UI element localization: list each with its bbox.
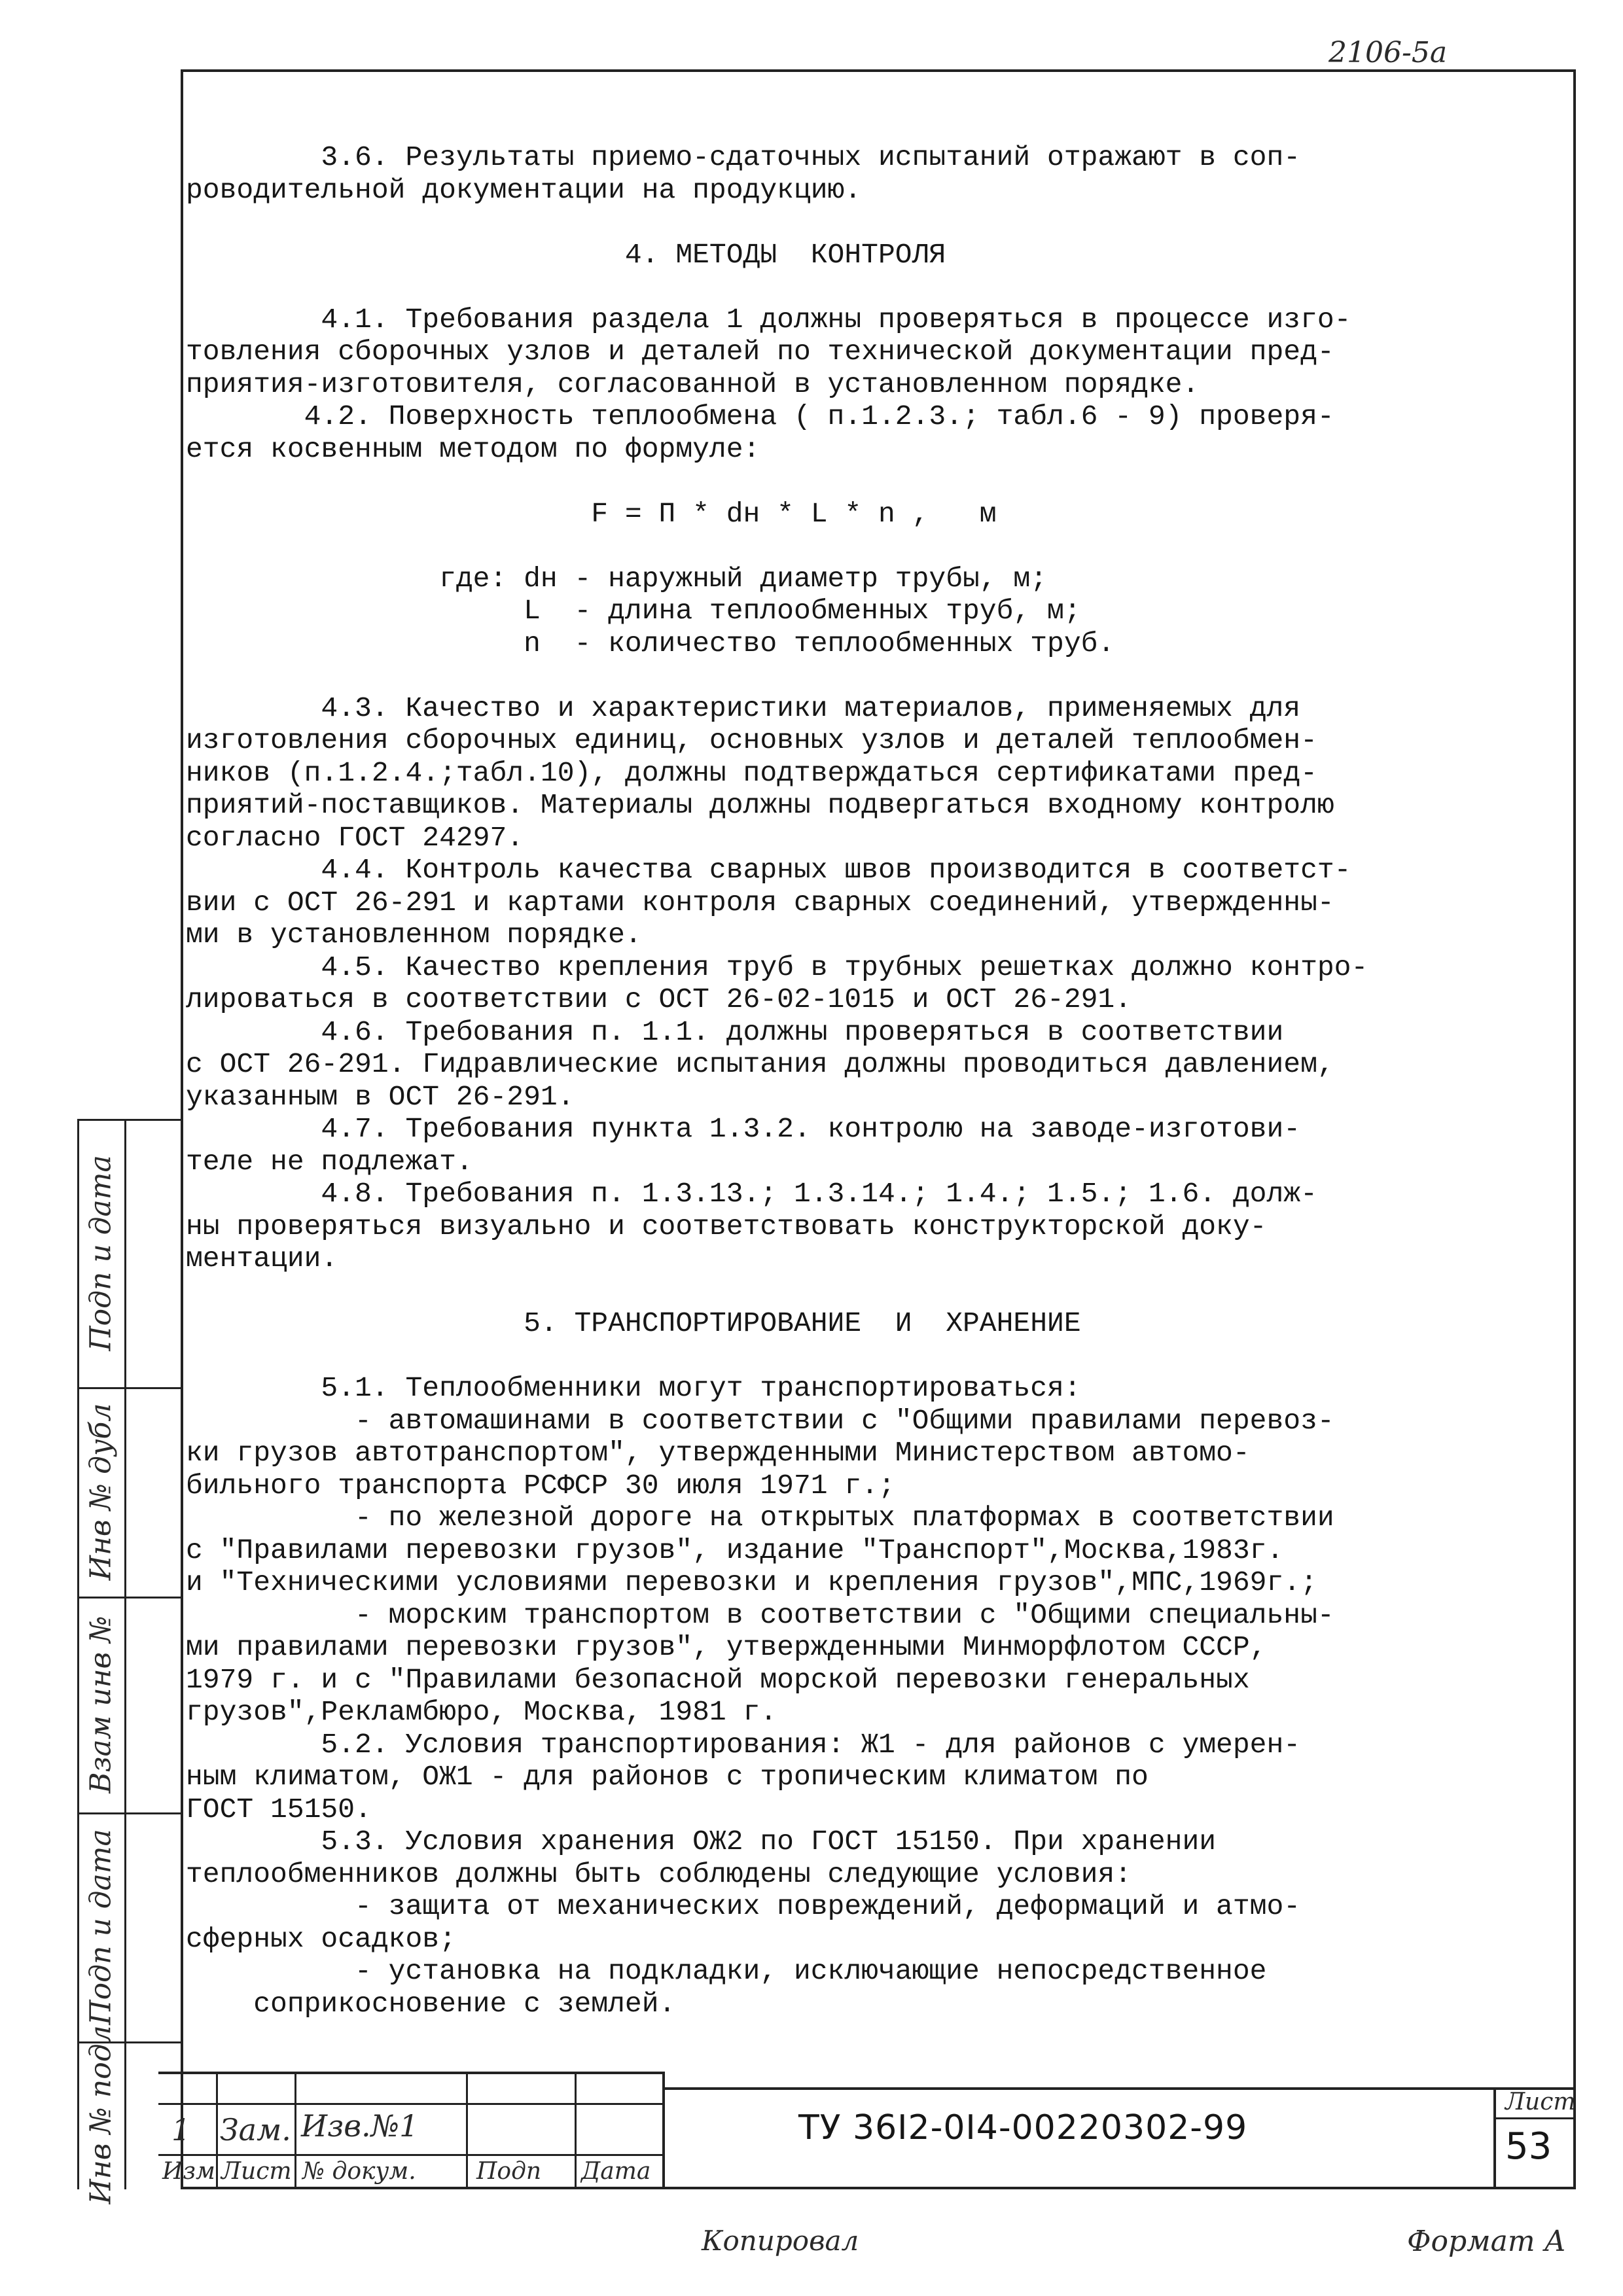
frame-right-border	[1573, 69, 1576, 2189]
margin-label-original-inv: Инв № подл	[84, 2025, 118, 2204]
title-block-sheet-divider	[1493, 2087, 1496, 2189]
text-line: - автомашинами в соответствии с "Общими правилами перевоз-	[186, 1404, 1334, 1437]
text-line: ки грузов автотранспортом", утвержденными Министерством автомо-	[186, 1437, 1250, 1469]
change-number: 1	[171, 2112, 191, 2147]
text-line: - защита от механических повреждений, деформаций и атмо-	[186, 1890, 1301, 1922]
text-line: 4.5. Качество крепления труб в трубных решетках должно контро-	[186, 951, 1368, 983]
document-body	[186, 141, 1573, 2020]
text-line: и "Техническими условиями перевозки и крепления грузов",МПС,1969г.;	[186, 1566, 1317, 1598]
margin-stamp-divider	[77, 1597, 181, 1598]
text-line: грузов",Рекламбюро, Москва, 1981 г.	[186, 1696, 777, 1728]
frame-left-border	[181, 69, 183, 2189]
text-line: 5.1. Теплообменники могут транспортироваться:	[186, 1372, 1081, 1404]
text-line: 3.6. Результаты приемо-сдаточных испытаний отражают в соп-	[186, 141, 1301, 173]
frame-top-border	[181, 69, 1576, 72]
sheet-number: 53	[1505, 2125, 1552, 2168]
text-line	[186, 206, 1573, 239]
formula: F = П * dн * L * n , м	[186, 497, 997, 530]
text-line: 1979 г. и с "Правилами безопасной морской перевозки генеральных	[186, 1663, 1250, 1696]
text-line: лироваться в соответствии с ОСТ 26-02-1015 и ОСТ 26-291.	[186, 983, 1132, 1016]
title-block-row-line	[158, 2154, 662, 2156]
text-line: - морским транспортом в соответствии с "Общими специальны-	[186, 1598, 1334, 1631]
corner-handwritten-note: 2106-5a	[1329, 36, 1448, 69]
text-line: - установка на подкладки, исключающие непосредственное	[186, 1955, 1267, 1987]
margin-label-signature-date: Подп и дата	[84, 1155, 118, 1351]
change-document: Изв.№1	[301, 2108, 419, 2144]
title-block-right-top-border	[662, 2087, 1576, 2090]
text-line: ГОСТ 15150.	[186, 1793, 372, 1826]
title-block-column-line	[294, 2072, 296, 2189]
formula-legend: L - длина теплообменных труб, м;	[186, 595, 1081, 627]
text-line: - по железной дороге на открытых платформах в соответствии	[186, 1502, 1334, 1534]
copied-caption: Копировал	[702, 2225, 859, 2257]
text-line: 5.3. Условия хранения ОЖ2 по ГОСТ 15150. При хранении	[186, 1826, 1217, 1858]
text-line: ется косвенным методом по формуле:	[186, 433, 760, 465]
text-line: приятия-изготовителя, согласованной в установленном порядке.	[186, 368, 1200, 400]
text-line: вии с ОСТ 26-291 и картами контроля сварных соединений, утвержденны-	[186, 886, 1334, 919]
caption-sheet: Лист	[221, 2158, 292, 2185]
text-line: соприкосновение с землей.	[186, 1987, 676, 2020]
text-line	[186, 1340, 1573, 1373]
caption-change: Изм	[162, 2158, 215, 2185]
text-line: 4.4. Контроль качества сварных швов производится в соответст-	[186, 854, 1351, 886]
text-line: ным климатом, ОЖ1 - для районов с тропическим климатом по	[186, 1761, 1149, 1793]
text-line	[186, 271, 1573, 304]
title-block-sheet-row-line	[1493, 2117, 1576, 2119]
text-line: ны проверяться визуально и соответствовать конструкторской доку-	[186, 1210, 1267, 1243]
text-line: с ОСТ 26-291. Гидравлические испытания должны проводиться давлением,	[186, 1048, 1334, 1080]
title-block-row-line	[158, 2103, 662, 2105]
margin-stamp-inner-line	[124, 1119, 126, 2189]
text-line: теплообменников должны быть соблюдены следующие условия:	[186, 1858, 1132, 1890]
margin-stamp-divider	[77, 1812, 181, 1814]
title-block-column-line	[575, 2072, 577, 2189]
text-line: 5.2. Условия транспортирования: Ж1 - для районов с умерен-	[186, 1728, 1301, 1761]
text-line: 4.3. Качество и характеристики материалов, применяемых для	[186, 692, 1301, 724]
caption-signature: Подп	[476, 2158, 542, 2185]
text-line	[186, 530, 1573, 563]
text-line: ми в установленном порядке.	[186, 919, 642, 951]
text-line: согласно ГОСТ 24297.	[186, 821, 524, 854]
margin-label-signature-date-2: Подп и дата	[84, 1829, 118, 2025]
text-line: теле не подлежат.	[186, 1145, 473, 1178]
text-line: бильного транспорта РСФСР 30 июля 1971 г.;	[186, 1469, 895, 1502]
text-line: 4.6. Требования п. 1.1. должны проверяться в соответствии	[186, 1016, 1284, 1048]
sheet-caption: Лист	[1505, 2089, 1576, 2115]
text-line	[186, 660, 1573, 692]
change-sheet: Зам.	[220, 2112, 291, 2147]
formula-legend: n - количество теплообменных труб.	[186, 627, 1115, 660]
caption-date: Дата	[581, 2158, 651, 2185]
text-line: приятий-поставщиков. Материалы должны подвергаться входному контролю	[186, 789, 1334, 821]
text-line: ников (п.1.2.4.;табл.10), должны подтверждаться сертификатами пред-	[186, 756, 1317, 789]
text-line: 4.8. Требования п. 1.3.13.; 1.3.14.; 1.4.; 1.5.; 1.6. долж-	[186, 1178, 1317, 1210]
title-block-main-divider	[662, 2072, 665, 2189]
text-line: 4.1. Требования раздела 1 должны проверяться в процессе изго-	[186, 303, 1351, 336]
text-line: указанным в ОСТ 26-291.	[186, 1080, 575, 1113]
text-line	[186, 465, 1573, 498]
margin-stamp-divider	[77, 1387, 181, 1389]
title-block-column-line	[216, 2072, 218, 2189]
text-line: с "Правилами перевозки грузов", издание "Транспорт",Москва,1983г.	[186, 1534, 1284, 1566]
caption-document-number: № докум.	[302, 2158, 416, 2185]
text-line: ми правилами перевозки грузов", утвержденными Минморфлотом СССР,	[186, 1631, 1267, 1663]
section-heading: 4. МЕТОДЫ КОНТРОЛЯ	[186, 238, 946, 271]
text-line	[186, 1275, 1573, 1308]
format-caption: Формат А	[1407, 2225, 1566, 2258]
text-line: ментации.	[186, 1243, 338, 1275]
document-designation: ТУ 36I2-0I4-00220302-99	[798, 2108, 1248, 2147]
title-block-top-border	[158, 2072, 662, 2074]
text-line: товления сборочных узлов и деталей по технической документации пред-	[186, 336, 1334, 368]
section-heading: 5. ТРАНСПОРТИРОВАНИЕ И ХРАНЕНИЕ	[186, 1307, 1081, 1339]
text-line: 4.2. Поверхность теплообмена ( п.1.2.3.; табл.6 - 9) проверя-	[186, 400, 1334, 433]
margin-label-replaced-inv: Взам инв №	[84, 1616, 118, 1793]
text-line: роводительной документации на продукцию.	[186, 173, 862, 206]
text-line: 4.7. Требования пункта 1.3.2. контролю на заводе-изготови-	[186, 1113, 1301, 1145]
text-line: сферных осадков;	[186, 1922, 456, 1955]
margin-label-duplicate-inv: Инв № дубл	[84, 1403, 118, 1581]
title-block-column-line	[466, 2072, 468, 2189]
frame-bottom-border	[181, 2187, 1576, 2189]
text-line: изготовления сборочных единиц, основных узлов и деталей теплообмен-	[186, 724, 1317, 756]
formula-legend: где: dн - наружный диаметр трубы, м;	[186, 562, 1048, 595]
